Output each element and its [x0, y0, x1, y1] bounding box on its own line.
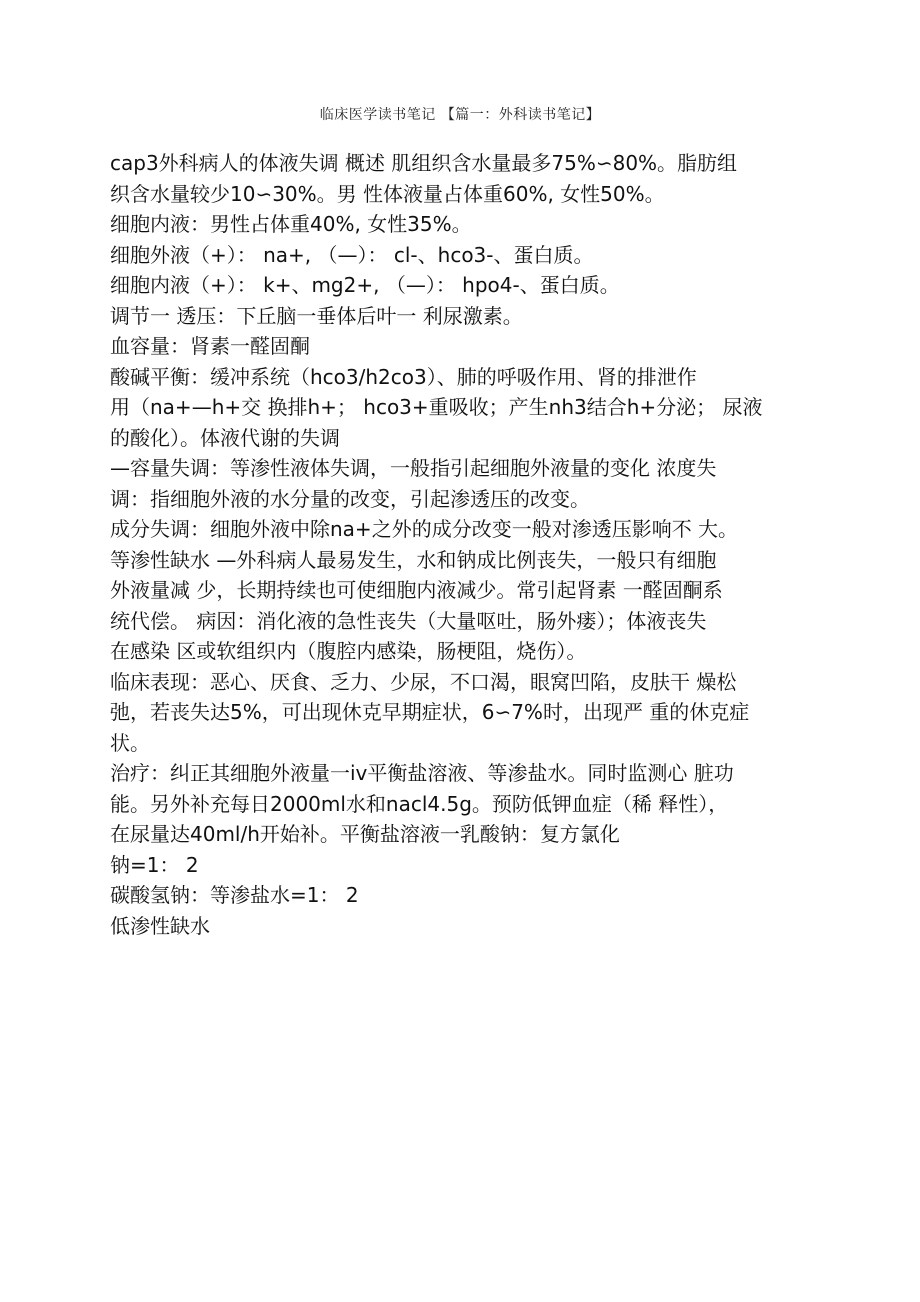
text-line: 状。 [110, 730, 150, 755]
text-line: 细胞外液（+）： na+, （—）： cl-、hco3-、蛋白质。 [110, 242, 594, 267]
text-line: 血容量：肾素一醛固酮 [110, 334, 310, 358]
text-line: 外液量减 少，长期持续也可使细胞内液减少。常引起肾素 一醛固酮系 [110, 578, 723, 602]
text-line: 能。另外补充每日2000ml水和nacl4.5g。预防低钾血症（稀 释性）， [110, 791, 729, 816]
text-line: 在尿量达40ml/h开始补。平衡盐溶液一乳酸钠：复方氯化 [110, 822, 620, 846]
text-line: 酸碱平衡：缓冲系统（hco3/h2co3）、肺的呼吸作用、肾的排泄作 [110, 364, 697, 389]
text-line: 弛，若丧失达5%，可出现休克早期症状，6∽7%时，出现严 重的休克症 [110, 700, 750, 724]
text-line: 钠=1： 2 [110, 852, 199, 877]
text-line: 的酸化）。体液代谢的失调 [110, 425, 340, 450]
text-line: 碳酸氢钠：等渗盐水=1： 2 [110, 883, 359, 907]
text-line: 治疗：纠正其细胞外液量一iv平衡盐溶液、等渗盐水。同时监测心 脏功 [110, 761, 734, 785]
text-line: —容量失调：等渗性液体失调，一般指引起细胞外液量的变化 浓度失 [110, 456, 717, 480]
text-line: 细胞内液（+）： k+、mg2+, （—）： hpo4-、蛋白质。 [110, 273, 620, 297]
page-header: 临床医学读书笔记 【篇一：外科读书笔记】 [319, 107, 601, 123]
text-line: 低渗性缺水 [110, 913, 210, 938]
text-line: 用（na+—h+交 换排h+； hco3+重吸收；产生nh3结合h+分泌； 尿液 [110, 395, 763, 419]
text-line: cap3外科病人的体液失调 概述 肌组织含水量最多75%∽80%。脂肪组 [110, 151, 738, 175]
text-line: 调节一 透压：下丘脑一垂体后叶一 利尿激素。 [110, 303, 523, 328]
text-line: 临床表现：恶心、厌食、乏力、少尿，不口渴，眼窝凹陷，皮肤干 燥松 [110, 669, 737, 694]
text-line: 成分失调：细胞外液中除na+之外的成分改变一般对渗透压影响不 大。 [110, 517, 739, 541]
document-body [110, 148, 832, 941]
text-line: 细胞内液：男性占体重40%, 女性35%。 [110, 212, 472, 236]
text-line: 等渗性缺水 —外科病人最易发生，水和钠成比例丧失，一般只有细胞 [110, 547, 717, 572]
text-line: 在感染 区或软组织内（腹腔内感染，肠梗阻，烧伤）。 [110, 639, 587, 663]
text-line: 织含水量较少10∽30%。男 性体液量占体重60%, 女性50%。 [110, 181, 665, 206]
text-line: 统代偿。 病因：消化液的急性丧失（大量呕吐，肠外瘘）；体液丧失 [110, 608, 707, 633]
text-line: 调：指细胞外液的水分量的改变，引起渗透压的改变。 [110, 486, 590, 511]
